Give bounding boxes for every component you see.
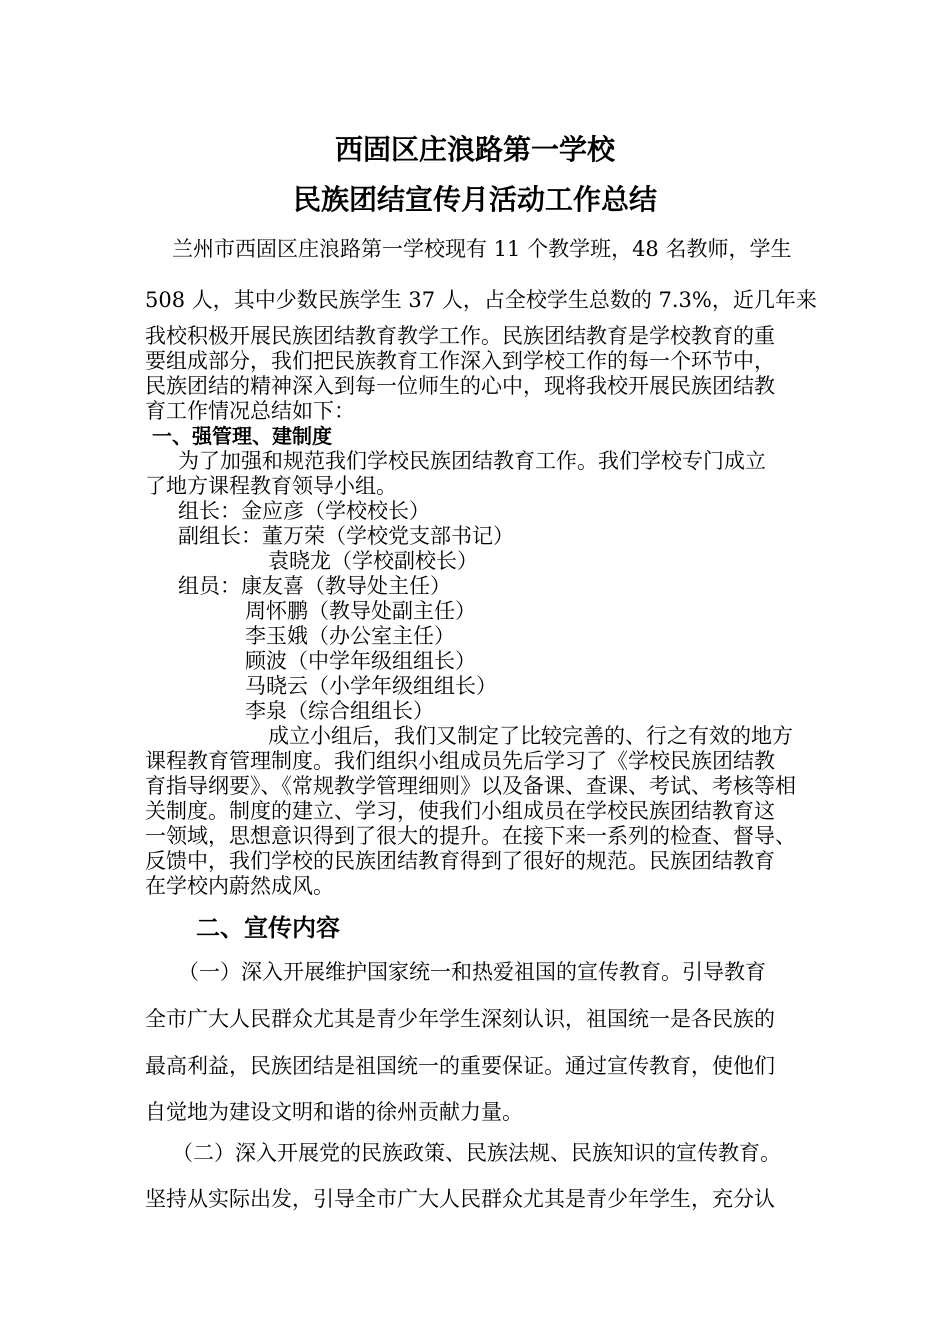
intro-line-4: 要组成部分，我们把民族教育工作深入到学校工作的每一个环节中， xyxy=(145,349,775,373)
group-member-6: 李泉（综合组组长） xyxy=(245,699,434,723)
section-2-line-2: 全市广大人民群众尤其是青少年学生深刻认识，祖国统一是各民族的 xyxy=(145,1007,775,1031)
section-2-line-5: （二）深入开展党的民族政策、民族法规、民族知识的宣传教育。 xyxy=(172,1141,781,1165)
group-member-5: 马晓云（小学年级组组长） xyxy=(245,674,497,698)
group-vice-leader-1: 副组长：董万荣（学校党支部书记） xyxy=(178,524,514,548)
section-1-after-line-6: 反馈中，我们学校的民族团结教育得到了很好的规范。民族团结教育 xyxy=(145,849,775,873)
section-1-line-1: 为了加强和规范我们学校民族团结教育工作。我们学校专门成立 xyxy=(178,449,766,473)
intro-line-6: 育工作情况总结如下： xyxy=(145,399,355,423)
intro-line-5: 民族团结的精神深入到每一位师生的心中，现将我校开展民族团结教 xyxy=(145,374,775,398)
section-2-heading: 二、宣传内容 xyxy=(196,914,340,942)
section-1-after-line-5: 一领域，思想意识得到了很大的提升。在接下来一系列的检查、督导、 xyxy=(145,824,796,848)
section-1-after-line-1: 成立小组后，我们又制定了比较完善的、行之有效的地方 xyxy=(268,724,793,748)
section-1-after-line-3: 育指导纲要》、《常规教学管理细则》以及备课、查课、考试、考核等相 xyxy=(145,774,796,798)
intro-line-3: 我校积极开展民族团结教育教学工作。民族团结教育是学校教育的重 xyxy=(145,324,775,348)
document-title-line-2: 民族团结宣传月活动工作总结 xyxy=(292,183,657,216)
section-1-after-line-2: 课程教育管理制度。我们组织小组成员先后学习了《学校民族团结教 xyxy=(145,749,775,773)
group-leader: 组长：金应彦（学校校长） xyxy=(178,499,430,523)
group-member-2: 周怀鹏（教导处副主任） xyxy=(245,599,476,623)
section-1-line-2: 了地方课程教育领导小组。 xyxy=(145,474,397,498)
section-2-line-1: （一）深入开展维护国家统一和热爱祖国的宣传教育。引导教育 xyxy=(178,960,766,984)
group-member-4: 顾波（中学年级组组长） xyxy=(245,649,476,673)
group-member-1: 组员：康友喜（教导处主任） xyxy=(178,574,451,598)
section-1-heading: 一、强管理、建制度 xyxy=(152,424,332,448)
section-2-line-6: 坚持从实际出发，引导全市广大人民群众尤其是青少年学生，充分认 xyxy=(145,1187,775,1211)
intro-line-2: 508 人，其中少数民族学生 37 人，占全校学生总数的 7.3%，近几年来 xyxy=(145,288,817,312)
group-member-3: 李玉娥（办公室主任） xyxy=(245,624,455,648)
section-2-line-4: 自觉地为建设文明和谐的徐州贡献力量。 xyxy=(145,1100,523,1124)
section-1-after-line-4: 关制度。制度的建立、学习，使我们小组成员在学校民族团结教育这 xyxy=(145,799,775,823)
section-2-line-3: 最高利益，民族团结是祖国统一的重要保证。通过宣传教育，使他们 xyxy=(145,1054,775,1078)
document-title-line-1: 西固区庄浪路第一学校 xyxy=(334,133,615,166)
section-1-after-line-7: 在学校内蔚然成风。 xyxy=(145,874,334,898)
group-vice-leader-2: 袁晓龙（学校副校长） xyxy=(268,549,478,573)
intro-line-1: 兰州市西固区庄浪路第一学校现有 11 个教学班，48 名教师，学生 xyxy=(172,237,792,261)
